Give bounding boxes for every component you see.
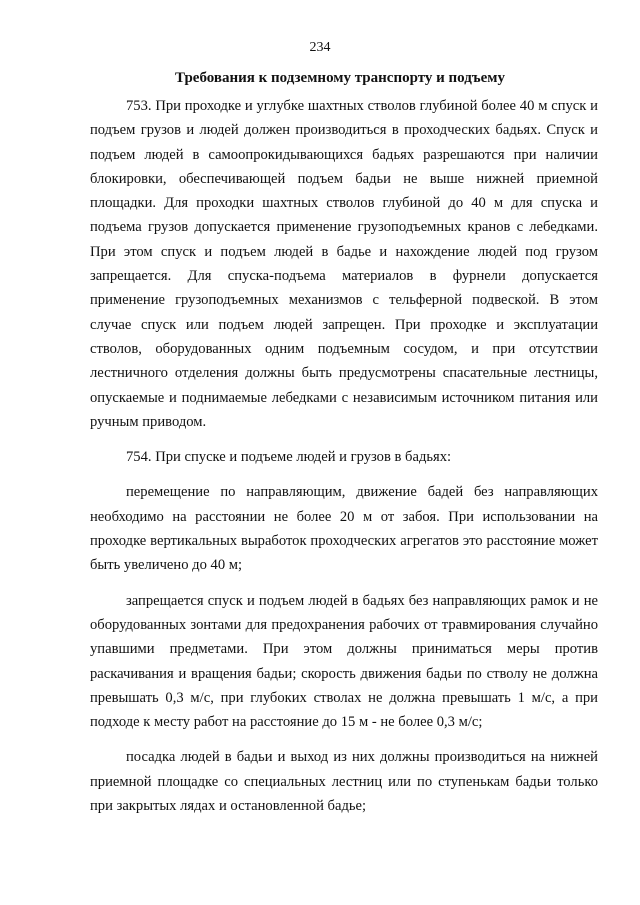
section-heading: Требования к подземному транспорту и подъему — [175, 70, 505, 86]
page-number: 234 — [309, 40, 331, 55]
list-item-boarding: посадка людей в бадьи и выход из них должны производиться на нижней приемной площадке со специальных лестниц или по ступенькам бадьи только при закрытых лядах и остановленной бадье; — [90, 749, 598, 815]
list-item-prohibition: запрещается спуск и подъем людей в бадьях без направляющих рамок и не оборудованных зонтами для предохранения рабочих от травмирования случайно упавшими предметами. При этом должны приниматься меры против раскачивания и вращения бадьи; скорость движения бадьи по стволу не должна превышать 0,3 м/с, при глубоких стволах не должна превышать 1 м/с, а при подходе к месту работ на расстояние до 15 м - не более 0,3 м/с; — [90, 592, 598, 731]
document-body — [90, 94, 598, 818]
paragraph-754: 754. При спуске и подъеме людей и грузов в бадьях: — [126, 449, 452, 466]
paragraph-753: 753. При проходке и углубке шахтных стволов глубиной более 40 м спуск и подъем грузов и людей должен производиться в проходческих бадьях. Спуск и подъем людей в самоопрокидывающихся бадьях разрешаются при наличии блокировки, обеспечивающей подъем бадьи не выше нижней приемной площадки. Для проходки шахтных стволов глубиной до 40 м для спуска и подъема грузов допускается применение грузоподъемных кранов с лебедками. При этом спуск и подъем людей в бадье и нахождение людей под грузом запрещается. Для спуска-подъема материалов в фурнели допускается применение грузоподъемных механизмов с тельферной подвеской. В этом случае спуск или подъем людей запрещен. При проходке и эксплуатации стволов, оборудованных одним подъемным сосудом, и при отсутствии лестничного отделения должны быть предусмотрены спасательные лестницы, опускаемые и поднимаемые лебедками с независимым источником питания или ручным приводом. — [90, 98, 598, 430]
list-item-movement: перемещение по направляющим, движение бадей без направляющих необходимо на расстоянии не более 20 м от забоя. При использовании на проходке вертикальных выработок проходческих агрегатов это расстояние может быть увеличено до 40 м; — [90, 484, 598, 574]
